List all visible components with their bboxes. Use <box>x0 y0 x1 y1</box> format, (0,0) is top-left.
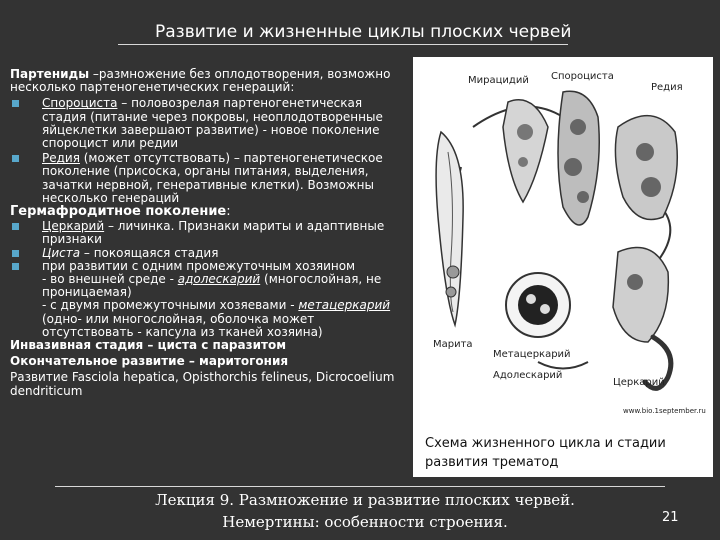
bullet-square-icon <box>12 100 19 107</box>
bullet-square-icon <box>12 250 19 257</box>
sporocyst-icon <box>558 91 599 225</box>
intro-paragraph <box>10 68 402 94</box>
label-miracidium: Мирацидий <box>468 75 529 86</box>
sub-text: (одно- или многослойная, оболочка может отсутствовать - капсула из тканей хозяина) <box>42 311 323 339</box>
left-text-column <box>10 68 402 398</box>
examples-text: Развитие Fasciola hepatica, Opisthorchis felineus, Dicrocoelium dendriticum <box>10 370 395 398</box>
sub-text: (многослойная, не проницаемая) <box>42 272 382 300</box>
label-metacercaria: Метацеркарий <box>493 349 571 360</box>
miracidium-detail <box>517 124 533 140</box>
sub-term: метацеркарий <box>298 298 391 313</box>
slide-title: Развитие и жизненные циклы плоских червей <box>155 22 572 42</box>
label-marita: Марита <box>433 339 473 350</box>
page-number: 21 <box>662 510 679 525</box>
cyst-detail <box>518 285 558 325</box>
bullet-term: Циста <box>42 245 81 260</box>
bullet-term: Церкарий <box>42 219 105 234</box>
bullet-square-icon <box>12 155 19 162</box>
redia-icon <box>615 116 677 220</box>
sub-text: - с двумя промежуточными хозяевами - <box>42 298 299 313</box>
bullet-text: при развитии с одним промежуточным хозяином <box>42 258 356 273</box>
bullet-sporocyst <box>10 97 402 150</box>
intro-term: Партениды <box>10 67 90 81</box>
bullet-square-icon <box>12 263 19 270</box>
marita-detail <box>447 266 459 278</box>
footer-divider <box>55 486 665 487</box>
sub-term: адолескарий <box>177 272 261 287</box>
heading-colon: : <box>226 204 231 220</box>
invasive-stage: Инвазивная стадия – циста с паразитом <box>10 338 286 353</box>
label-cercaria: Церкарий <box>613 377 665 388</box>
sub-text: - во внешней среде - <box>42 272 178 287</box>
footer <box>130 489 600 533</box>
bullet-term: Редия <box>42 151 80 166</box>
redia-detail <box>636 143 654 161</box>
bullet-text: – личинка. Признаки мариты и адаптивные признаки <box>42 219 385 247</box>
caption-line: Схема жизненного цикла и стадии <box>425 436 666 451</box>
final-development: Окончательное развитие – маритогония <box>10 354 289 369</box>
caption-line: развития трематод <box>425 455 559 470</box>
figure-caption <box>425 434 666 472</box>
miracidium-detail <box>518 157 528 167</box>
bullet-square-icon <box>12 223 19 230</box>
bullet-cercaria <box>10 220 402 246</box>
bullet-one-host <box>10 260 402 339</box>
source-site: www.bio.1september.ru <box>623 407 706 415</box>
label-sporocyst: Спороциста <box>551 71 614 82</box>
cycle-arrow <box>538 362 588 369</box>
bullet-text: – покоящаяся стадия <box>80 245 219 260</box>
bullet-term: Спороциста <box>42 96 118 111</box>
cercaria-icon <box>613 248 668 343</box>
heading-text: Гермафродитное поколение <box>10 204 227 220</box>
sporocyst-detail <box>577 191 589 203</box>
title-divider <box>118 44 568 45</box>
cyst-detail <box>526 294 536 304</box>
bullet-redia <box>10 152 402 205</box>
hermaphrodite-heading <box>10 205 402 218</box>
bullet-text: – половозрелая партеногенетическая стадия (питание через покровы, неоплодотворенные яйцеклетки завершают развитие) - новое поколение спороцист или редии <box>42 96 383 151</box>
sporocyst-detail <box>570 119 586 135</box>
label-redia: Редия <box>651 82 683 93</box>
marita-detail <box>446 287 456 297</box>
cyst-detail <box>540 304 550 314</box>
cercaria-detail <box>627 274 643 290</box>
sporocyst-detail <box>564 158 582 176</box>
footer-line: Немертины: особенности строения. <box>222 513 508 531</box>
redia-detail <box>641 177 661 197</box>
bullet-text: (может отсутствовать) – партеногенетическое поколение (присоска, органы питания, выделения, зачатки нервной, генеративные клетки). Возможны несколько генераций <box>42 151 383 205</box>
footer-line: Лекция 9. Размножение и развитие плоских червей. <box>155 491 575 509</box>
miracidium-icon <box>503 100 548 202</box>
life-cycle-figure <box>413 57 713 477</box>
label-adolescaria: Адолескарий <box>493 370 563 381</box>
intro-text: –размножение без оплодотворения, возможно несколько партеногенетических генераций: <box>10 67 391 95</box>
life-cycle-illustration <box>413 57 713 427</box>
